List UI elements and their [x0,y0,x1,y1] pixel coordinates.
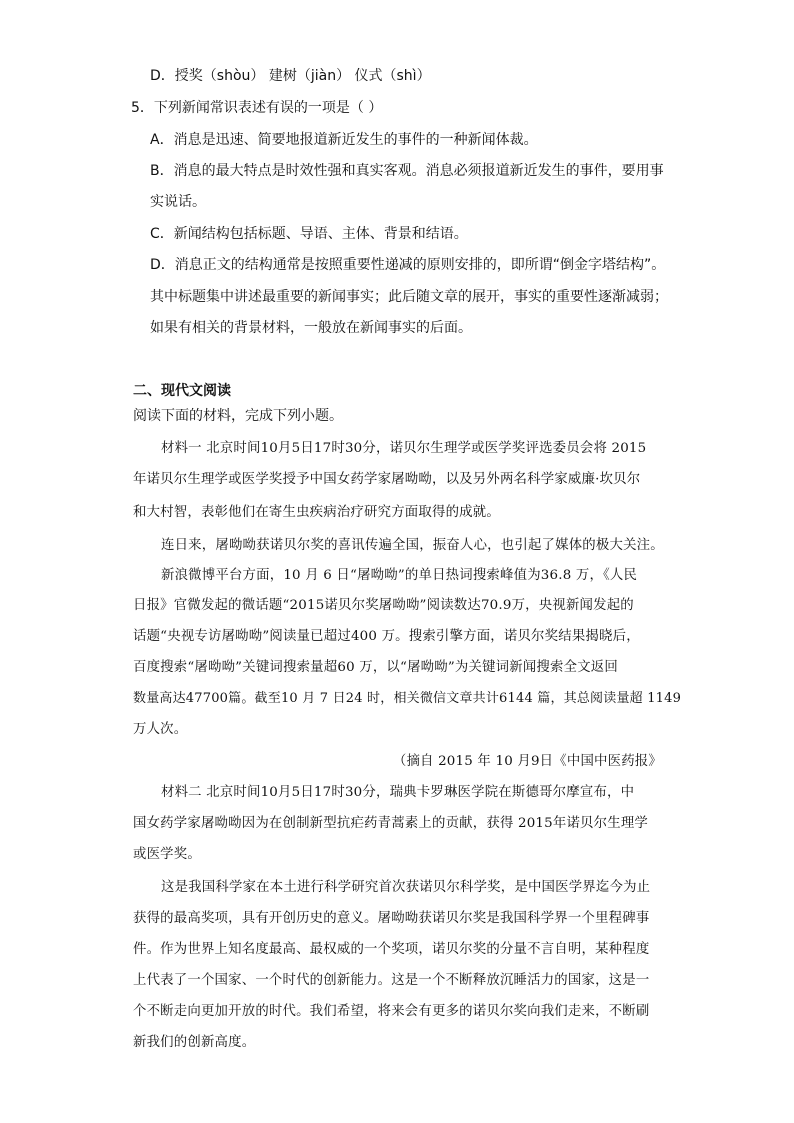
material2-p2-line1: 这是我国科学家在本土进行科学研究首次获诺贝尔科学奖，是中国医学界迄今为止 [161,880,651,895]
q5-option-d-line2: 其中标题集中讲述最重要的新闻事实；此后随文章的展开，事实的重要性逐渐减弱； [150,289,668,305]
material1-p3-line4: 百度搜索“屠呦呦”关键词搜索量超60 万，以“屠呦呦”为关键词新闻搜索全文返回 [133,660,618,675]
material1-p3-line3: 话题“央视专访屠呦呦”阅读量已超过400 万。搜索引擎方面，诺贝尔奖结果揭晓后， [133,629,640,644]
material2-p2-line3: 件。作为世界上知名度最高、最权威的一个奖项，诺贝尔奖的分量不言自明，某种程度 [133,942,650,957]
q5-option-a: A．消息是迅速、简要地报道新近发生的事件的一种新闻体裁。 [150,132,538,148]
material2-p2-line4: 上代表了一个国家、一个时代的创新能力。这是一个不断释放沉睡活力的国家，这是一 [133,973,650,988]
material1-p3-line1: 新浪微博平台方面，10 月 6 日“屠呦呦”的单日热词搜索峰值为36.8 万，《人民 [161,568,638,583]
material2-p1-line2: 国女药学家屠呦呦因为在创制新型抗疟药青蒿素上的贡献，获得 2015年诺贝尔生理学 [133,816,649,831]
section-heading: 二、现代文阅读 [133,383,231,399]
q4-option-d: D．授奖（shòu） 建树（jiàn） 仪式（shì） [150,68,431,84]
q5-option-b-line1: B．消息的最大特点是时效性强和真实客观。消息必须报道新近发生的事件，要用事 [150,163,664,179]
material1-p1-line1: 材料一 北京时间10月5日17时30分，诺贝尔生理学或医学奖评选委员会将 2015 [161,441,647,456]
material2-p2-line6: 新我们的创新高度。 [133,1035,256,1050]
material2-p2-line2: 获得的最高奖项，具有开创历史的意义。屠呦呦获诺贝尔奖是我国科学界一个里程碑事 [133,911,650,926]
material1-p2-line1: 连日来，屠呦呦获诺贝尔奖的喜讯传遍全国，振奋人心，也引起了媒体的极大关注。 [161,538,664,553]
q5-option-d-line3: 如果有相关的背景材料，一般放在新闻事实的后面。 [150,320,472,336]
q5-option-c: C．新闻结构包括标题、导语、主体、背景和结语。 [150,226,468,242]
material1-source: （摘自 2015 年 10 月9日《中国中医药报》 [392,754,662,769]
material1-p3-line2: 日报》官微发起的微话题“2015诺贝尔奖屠呦呦”阅读数达70.9万，央视新闻发起的 [133,598,634,613]
material1-p3-line6: 万人次。 [133,722,188,737]
material2-p1-line1: 材料二 北京时间10月5日17时30分，瑞典卡罗琳医学院在斯德哥尔摩宣布，中 [161,785,635,800]
material1-p1-line2: 年诺贝尔生理学或医学奖授予中国女药学家屠呦呦，以及另外两名科学家威廉·坎贝尔 [133,472,641,487]
material1-p3-line5: 数量高达47700篇。截至10 月 7 日24 时，相关微信文章共计6144 篇，其总阅读量超 1149 [133,691,682,706]
material2-p2-line5: 个不断走向更加开放的时代。我们希望，将来会有更多的诺贝尔奖向我们走来，不断刷 [133,1004,650,1019]
material2-p1-line3: 或医学奖。 [133,847,201,862]
material1-p1-line3: 和大村智，表彰他们在寄生虫疾病治疗研究方面取得的成就。 [133,505,500,520]
q5-stem: 5．下列新闻常识表述有误的一项是（ ） [131,100,383,116]
q5-option-d-line1: D．消息正文的结构通常是按照重要性递减的原则安排的，即所谓“倒金字塔结构”。 [150,257,666,273]
q5-option-b-line2: 实说话。 [150,194,206,210]
section-instruction: 阅读下面的材料，完成下列小题。 [133,408,343,424]
